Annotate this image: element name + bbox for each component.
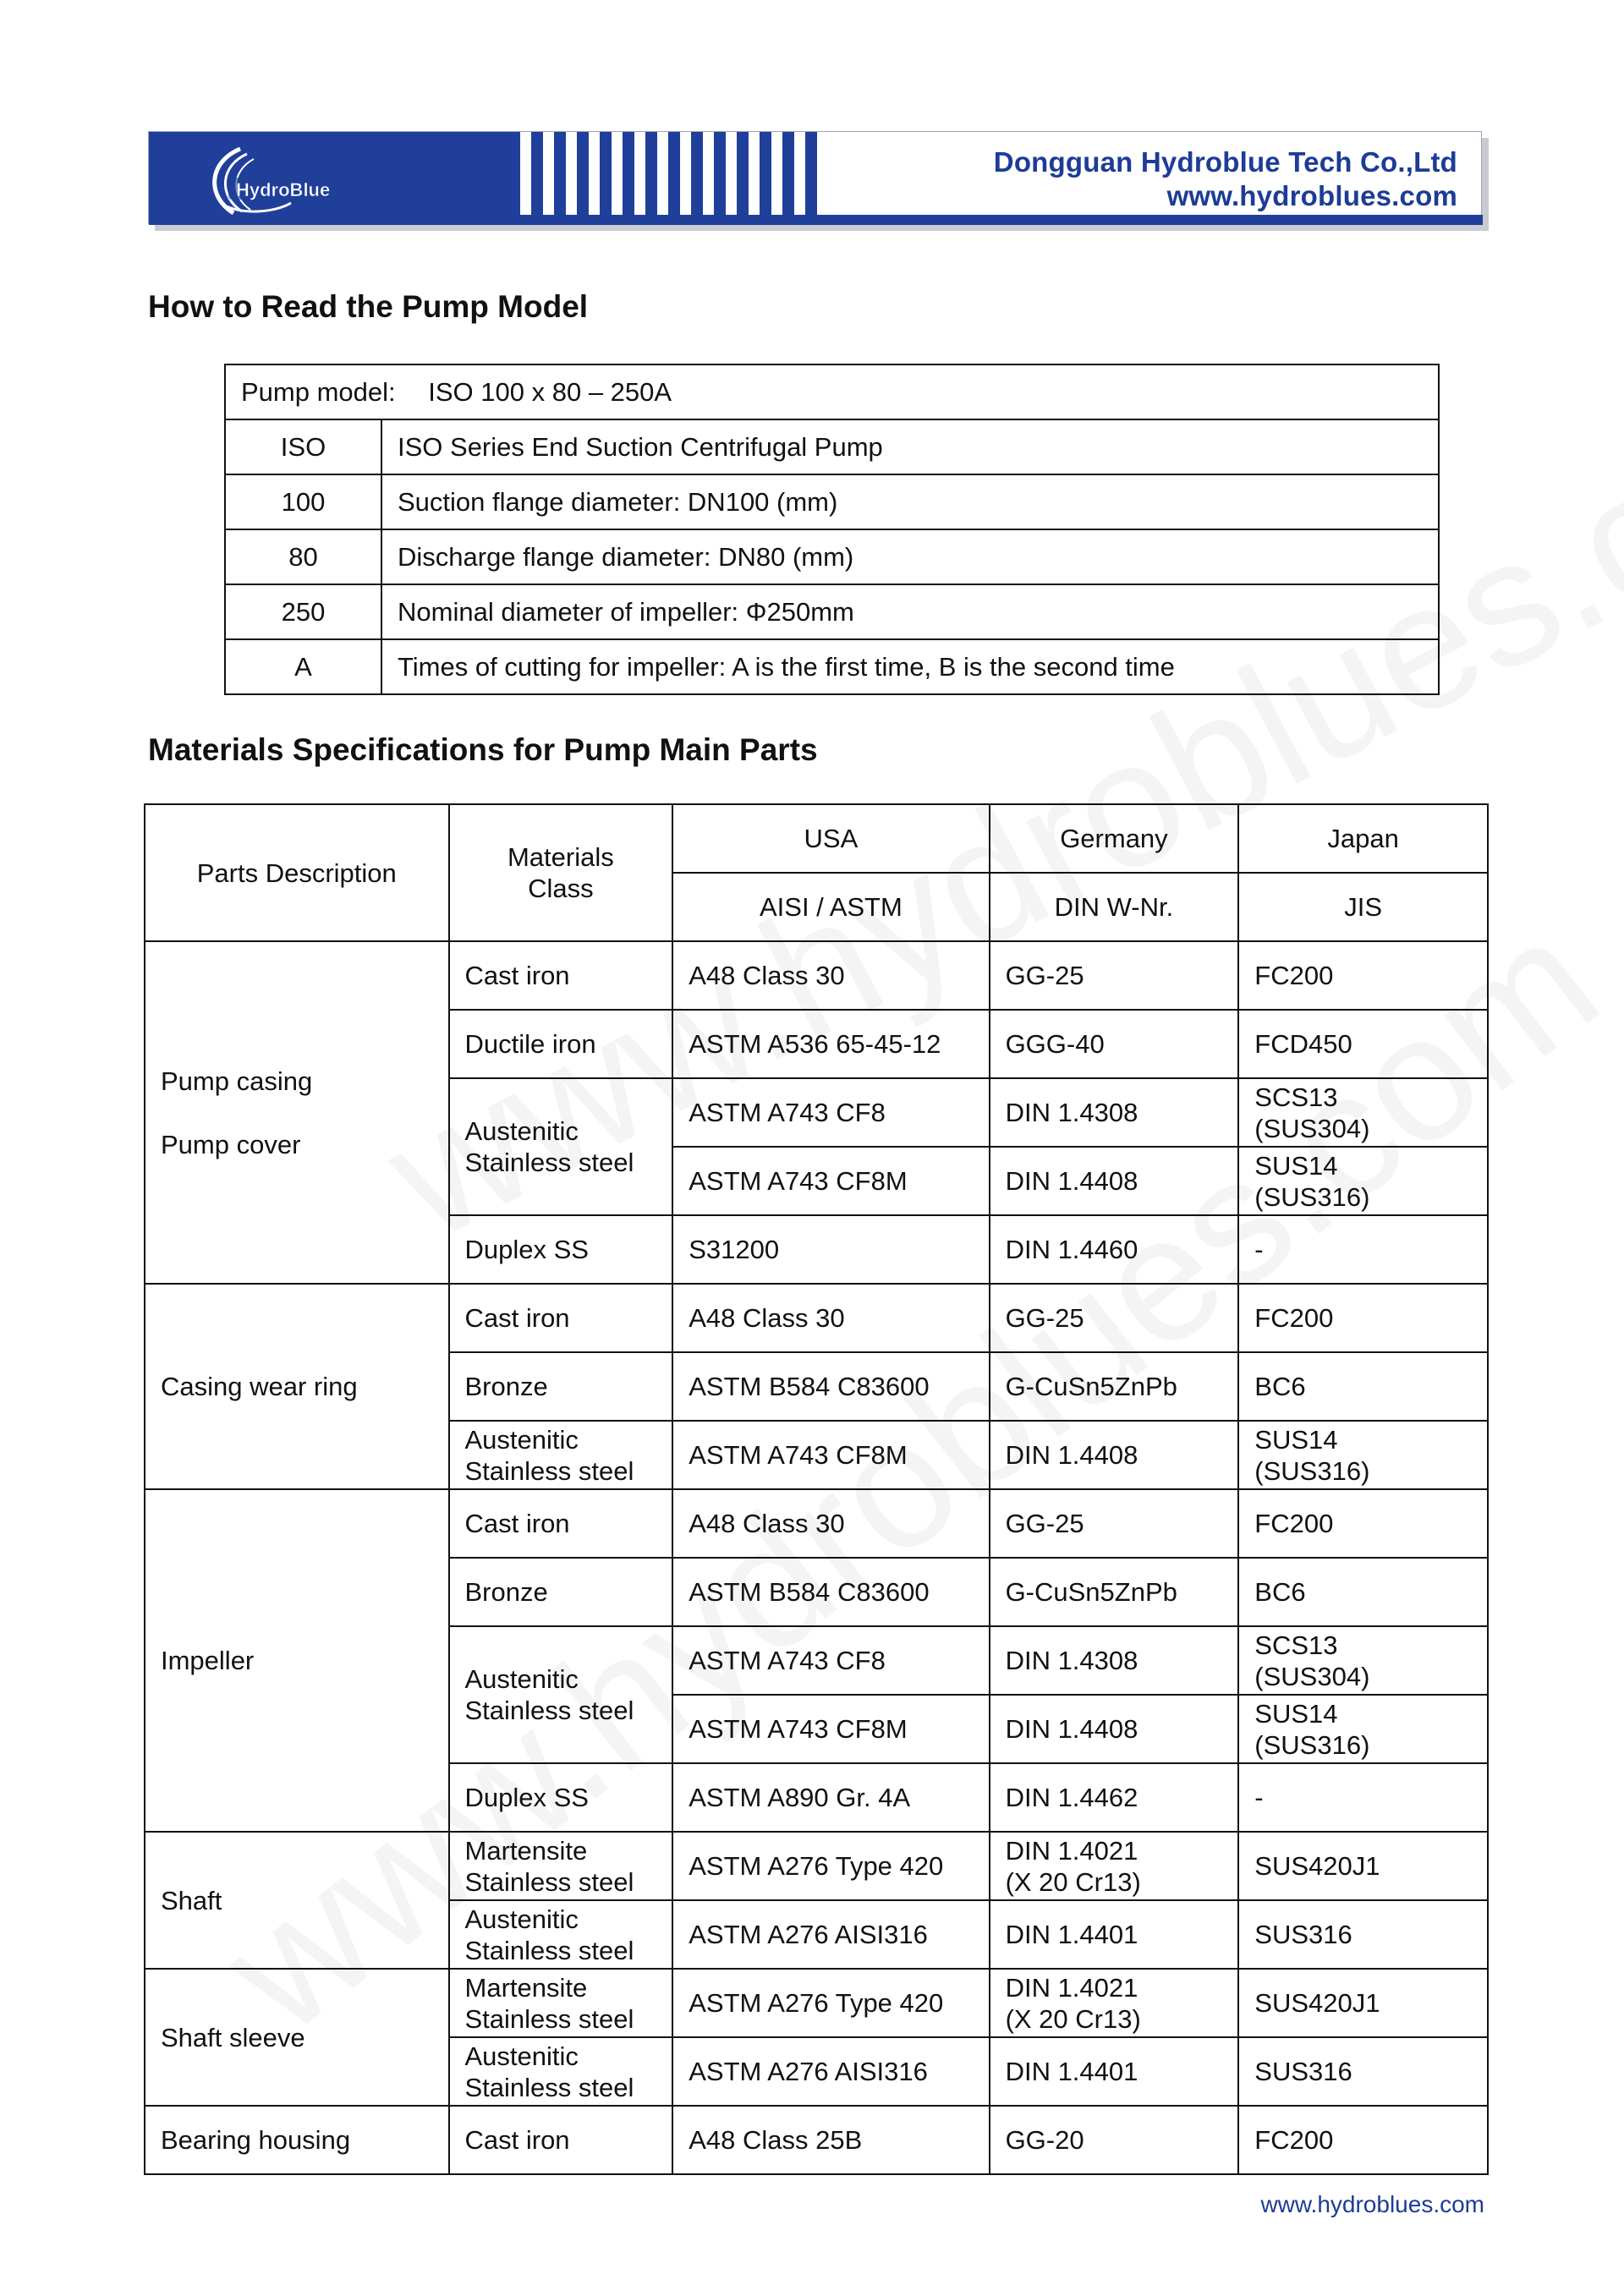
header-japan: Japan bbox=[1238, 804, 1488, 873]
jp-line: (SUS316) bbox=[1254, 1729, 1370, 1760]
jp-line: (SUS304) bbox=[1254, 1113, 1370, 1143]
germany-std-value: GG-25 bbox=[990, 1489, 1239, 1558]
table-header-row bbox=[145, 804, 1488, 873]
germany-std-value: DIN 1.4401 bbox=[990, 1900, 1239, 1969]
class-line: Stainless steel bbox=[464, 2003, 634, 2034]
material-class bbox=[449, 1969, 673, 2037]
material-class bbox=[449, 2037, 673, 2106]
material-class: Cast iron bbox=[449, 941, 673, 1010]
japan-std-value: - bbox=[1238, 1215, 1488, 1284]
usa-std-value: ASTM A743 CF8M bbox=[672, 1421, 989, 1489]
pump-model-label: Pump model: bbox=[241, 376, 396, 407]
pump-model-row bbox=[225, 364, 1439, 419]
usa-std-value: A48 Class 30 bbox=[672, 941, 989, 1010]
germany-std-value: DIN 1.4408 bbox=[990, 1421, 1239, 1489]
part-shaft-sleeve: Shaft sleeve bbox=[145, 1969, 449, 2106]
usa-std-value: ASTM A276 Type 420 bbox=[672, 1969, 989, 2037]
header-class-line1: Materials bbox=[507, 842, 614, 872]
class-line: Martensite bbox=[464, 1835, 588, 1866]
japan-std-value bbox=[1238, 1626, 1488, 1695]
japan-std-value: FC200 bbox=[1238, 2106, 1488, 2174]
table-row bbox=[225, 419, 1439, 474]
materials-section-title: Materials Specifications for Pump Main Parts bbox=[148, 732, 818, 767]
germany-std-value: GG-20 bbox=[990, 2106, 1239, 2174]
material-class: Cast iron bbox=[449, 1489, 673, 1558]
japan-std-value: FCD450 bbox=[1238, 1010, 1488, 1078]
japan-std-value: FC200 bbox=[1238, 1284, 1488, 1352]
header-japan-std: JIS bbox=[1238, 873, 1488, 941]
germany-std-value: GGG-40 bbox=[990, 1010, 1239, 1078]
part-line: Pump cover bbox=[161, 1129, 301, 1159]
header-class-line2: Class bbox=[528, 874, 594, 903]
usa-std-value: ASTM B584 C83600 bbox=[672, 1558, 989, 1626]
header-germany: Germany bbox=[990, 804, 1239, 873]
japan-std-value bbox=[1238, 1147, 1488, 1215]
usa-std-value: ASTM A743 CF8 bbox=[672, 1626, 989, 1695]
de-line: DIN 1.4021 bbox=[1005, 1835, 1138, 1866]
class-line: Stainless steel bbox=[464, 1696, 634, 1725]
jp-line: SUS14 bbox=[1254, 1424, 1338, 1455]
usa-std-value: ASTM A276 AISI316 bbox=[672, 2037, 989, 2106]
de-line: (X 20 Cr13) bbox=[1005, 1866, 1141, 1897]
table-row bbox=[225, 474, 1439, 529]
hydroblue-logo-icon bbox=[189, 137, 359, 220]
japan-std-value bbox=[1238, 1695, 1488, 1763]
class-line: Stainless steel bbox=[464, 1935, 634, 1965]
germany-std-value: G-CuSn5ZnPb bbox=[990, 1352, 1239, 1421]
header-germany-std: DIN W-Nr. bbox=[990, 873, 1239, 941]
material-class: Cast iron bbox=[449, 1284, 673, 1352]
jp-line: (SUS316) bbox=[1254, 1455, 1370, 1486]
company-website[interactable]: www.hydroblues.com bbox=[1166, 180, 1457, 211]
usa-std-value: ASTM A743 CF8M bbox=[672, 1695, 989, 1763]
germany-std-value: DIN 1.4308 bbox=[990, 1626, 1239, 1695]
germany-std-value: G-CuSn5ZnPb bbox=[990, 1558, 1239, 1626]
header-class bbox=[449, 804, 673, 941]
materials-table bbox=[144, 803, 1489, 2175]
germany-std-value: DIN 1.4408 bbox=[990, 1147, 1239, 1215]
japan-std-value: FC200 bbox=[1238, 1489, 1488, 1558]
japan-std-value: FC200 bbox=[1238, 941, 1488, 1010]
usa-std-value: ASTM A276 AISI316 bbox=[672, 1900, 989, 1969]
germany-std-value bbox=[990, 1969, 1239, 2037]
germany-std-value: GG-25 bbox=[990, 941, 1239, 1010]
usa-std-value: A48 Class 30 bbox=[672, 1489, 989, 1558]
model-code: 100 bbox=[225, 474, 381, 529]
model-meaning: Suction flange diameter: DN100 (mm) bbox=[381, 474, 1439, 529]
table-row bbox=[145, 1832, 1488, 1900]
material-class bbox=[449, 1626, 673, 1763]
material-class bbox=[449, 1832, 673, 1900]
de-line: (X 20 Cr13) bbox=[1005, 2003, 1141, 2034]
material-class: Bronze bbox=[449, 1558, 673, 1626]
class-line: Austenitic bbox=[464, 1116, 579, 1146]
footer-url[interactable]: www.hydroblues.com bbox=[1260, 2191, 1484, 2217]
de-line: DIN 1.4021 bbox=[1005, 1972, 1138, 2003]
germany-std-value: DIN 1.4308 bbox=[990, 1078, 1239, 1147]
usa-std-value: ASTM B584 C83600 bbox=[672, 1352, 989, 1421]
jp-line: SUS14 bbox=[1254, 1698, 1338, 1729]
class-line: Austenitic bbox=[464, 2041, 579, 2071]
material-class bbox=[449, 1900, 673, 1969]
model-code: 250 bbox=[225, 584, 381, 639]
japan-std-value: SUS316 bbox=[1238, 1900, 1488, 1969]
usa-std-value: ASTM A743 CF8 bbox=[672, 1078, 989, 1147]
model-code: ISO bbox=[225, 419, 381, 474]
table-row bbox=[225, 529, 1439, 584]
class-line: Martensite bbox=[464, 1972, 588, 2003]
usa-std-value: S31200 bbox=[672, 1215, 989, 1284]
material-class: Duplex SS bbox=[449, 1215, 673, 1284]
part-casing-wear-ring: Casing wear ring bbox=[145, 1284, 449, 1489]
part-line: Pump casing bbox=[161, 1066, 313, 1096]
model-code: A bbox=[225, 639, 381, 694]
company-name: Dongguan Hydroblue Tech Co.,Ltd bbox=[993, 146, 1457, 178]
part-bearing-housing: Bearing housing bbox=[145, 2106, 449, 2174]
usa-std-value: ASTM A890 Gr. 4A bbox=[672, 1763, 989, 1832]
jp-line: SCS13 bbox=[1254, 1630, 1338, 1660]
material-class: Ductile iron bbox=[449, 1010, 673, 1078]
japan-std-value: BC6 bbox=[1238, 1352, 1488, 1421]
usa-std-value: ASTM A276 Type 420 bbox=[672, 1832, 989, 1900]
japan-std-value: SUS420J1 bbox=[1238, 1969, 1488, 2037]
japan-std-value: - bbox=[1238, 1763, 1488, 1832]
germany-std-value: DIN 1.4462 bbox=[990, 1763, 1239, 1832]
japan-std-value: BC6 bbox=[1238, 1558, 1488, 1626]
material-class: Cast iron bbox=[449, 2106, 673, 2174]
company-info bbox=[994, 145, 1457, 213]
class-line: Austenitic bbox=[464, 1424, 579, 1455]
japan-std-value bbox=[1238, 1421, 1488, 1489]
usa-std-value: ASTM A536 65-45-12 bbox=[672, 1010, 989, 1078]
model-meaning: Discharge flange diameter: DN80 (mm) bbox=[381, 529, 1439, 584]
model-code: 80 bbox=[225, 529, 381, 584]
jp-line: SUS14 bbox=[1254, 1150, 1338, 1181]
part-shaft: Shaft bbox=[145, 1832, 449, 1969]
germany-std-value: DIN 1.4401 bbox=[990, 2037, 1239, 2106]
germany-std-value bbox=[990, 1832, 1239, 1900]
class-line: Stainless steel bbox=[464, 1148, 634, 1177]
class-line: Austenitic bbox=[464, 1664, 579, 1694]
jp-line: SCS13 bbox=[1254, 1082, 1338, 1112]
jp-line: (SUS316) bbox=[1254, 1181, 1370, 1212]
germany-std-value: DIN 1.4408 bbox=[990, 1695, 1239, 1763]
material-class bbox=[449, 1421, 673, 1489]
class-line: Austenitic bbox=[464, 1904, 579, 1934]
part-impeller: Impeller bbox=[145, 1489, 449, 1832]
material-class: Bronze bbox=[449, 1352, 673, 1421]
table-row bbox=[145, 2106, 1488, 2174]
pump-model-table bbox=[224, 364, 1440, 695]
japan-std-value: SUS316 bbox=[1238, 2037, 1488, 2106]
table-row bbox=[145, 1284, 1488, 1352]
usa-std-value: A48 Class 30 bbox=[672, 1284, 989, 1352]
logo-text: HydroBlue bbox=[236, 179, 331, 200]
model-meaning: Times of cutting for impeller: A is the first time, B is the second time bbox=[381, 639, 1439, 694]
header-usa: USA bbox=[672, 804, 989, 873]
header-parts: Parts Description bbox=[145, 804, 449, 941]
usa-std-value: A48 Class 25B bbox=[672, 2106, 989, 2174]
japan-std-value: SUS420J1 bbox=[1238, 1832, 1488, 1900]
class-line: Stainless steel bbox=[464, 1455, 634, 1486]
material-class: Duplex SS bbox=[449, 1763, 673, 1832]
usa-std-value: ASTM A743 CF8M bbox=[672, 1147, 989, 1215]
model-meaning: Nominal diameter of impeller: Φ250mm bbox=[381, 584, 1439, 639]
table-row bbox=[225, 639, 1439, 694]
material-class bbox=[449, 1078, 673, 1215]
class-line: Stainless steel bbox=[464, 1866, 634, 1897]
jp-line: (SUS304) bbox=[1254, 1661, 1370, 1691]
table-row bbox=[145, 1969, 1488, 2037]
table-row bbox=[145, 941, 1488, 1010]
class-line: Stainless steel bbox=[464, 2072, 634, 2102]
header-banner bbox=[148, 131, 1489, 231]
pump-model-value: ISO 100 x 80 – 250A bbox=[428, 376, 672, 407]
model-section-title: How to Read the Pump Model bbox=[148, 289, 589, 324]
table-row bbox=[225, 584, 1439, 639]
model-meaning: ISO Series End Suction Centrifugal Pump bbox=[381, 419, 1439, 474]
germany-std-value: DIN 1.4460 bbox=[990, 1215, 1239, 1284]
header-usa-std: AISI / ASTM bbox=[672, 873, 989, 941]
japan-std-value bbox=[1238, 1078, 1488, 1147]
table-row bbox=[145, 1489, 1488, 1558]
part-pump-casing bbox=[145, 941, 449, 1284]
germany-std-value: GG-25 bbox=[990, 1284, 1239, 1352]
